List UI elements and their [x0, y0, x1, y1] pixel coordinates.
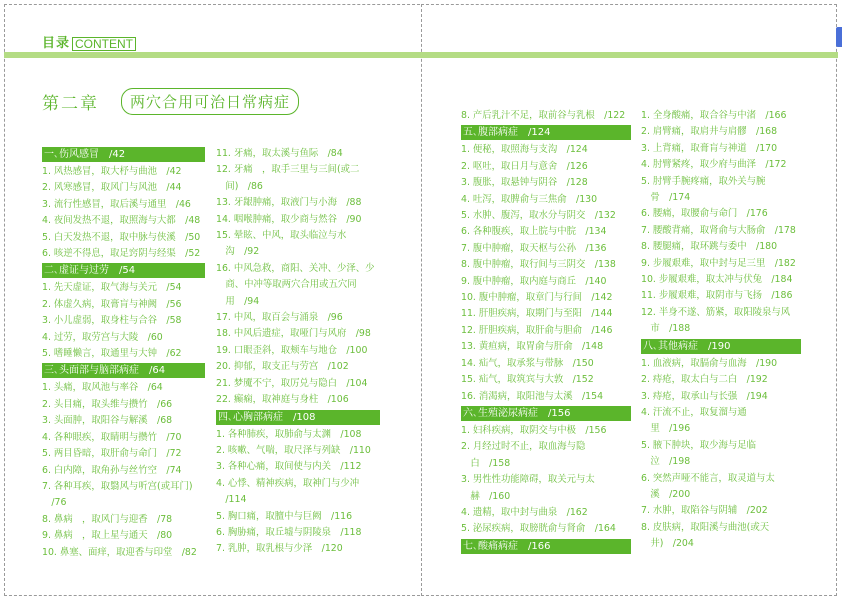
contents-heading [42, 37, 136, 51]
toc-entry: 18. 中风后遗症，取哑门与风府 /98 [216, 328, 371, 340]
toc-entry: 溪 /200 [641, 488, 691, 500]
toc-entry: 21. 梦魇不宁，取厉兑与隐白 /104 [216, 377, 368, 389]
toc-entry: 骨 /174 [641, 192, 691, 204]
toc-section-heading: 一､伤风感冒 /42 [42, 147, 205, 162]
toc-entry: 16. 消渴病，取阳池与太溪 /154 [461, 390, 604, 402]
toc-entry: 12. 牙痛 ，取手三里与三间(或二 [216, 164, 360, 176]
toc-column-3 [461, 108, 631, 556]
toc-column-4 [641, 108, 801, 553]
toc-entry: 6. 白内障，取角孙与丝竹空 /74 [42, 464, 182, 476]
toc-entry: 9. 腹中肿瘤，取内庭与商丘 /140 [461, 275, 607, 287]
toc-entry: 4. 遗精，取中封与曲泉 /162 [461, 506, 588, 518]
chapter-title: 两穴合用可治日常病症 [121, 88, 299, 115]
toc-entry: 6. 各种腹疾，取上脘与中脘 /134 [461, 226, 607, 238]
toc-entry: 11. 肝胆疾病，取期门与至阳 /144 [461, 308, 613, 320]
toc-entry: 5. 胸口痛，取膻中与巨阙 /116 [216, 510, 353, 522]
toc-entry: 2. 月经过时不止，取血海与隐 [461, 441, 586, 453]
toc-entry: 1. 全身酸痛，取合谷与中渚 /166 [641, 110, 787, 121]
toc-entry: 10. 腹中肿瘤，取章门与行间 /142 [461, 292, 613, 304]
toc-entry: 3. 各种心痛，取间使与内关 /112 [216, 461, 362, 473]
toc-entry: 5. 水肿、腹泻，取水分与阴交 /132 [461, 210, 616, 222]
toc-entry: 商、中冲等取两穴合用或五穴同 [216, 279, 357, 291]
toc-entry: 15. 疝气，取筑宾与大敦 /152 [461, 374, 594, 386]
toc-entry: 4. 过劳，取劳宫与大陵 /60 [42, 331, 163, 343]
toc-entry: /76 [42, 497, 67, 509]
toc-entry: 8. 鼻病 ，取风门与迎香 /78 [42, 513, 173, 525]
toc-entry: 市 /188 [641, 323, 691, 335]
toc-entry: 5. 白天发热不退，取中脉与侠溪 /50 [42, 231, 201, 243]
toc-column-1 [42, 146, 205, 561]
toc-entry: 19. 口眼歪斜，取颊车与地仓 /100 [216, 344, 368, 356]
toc-entry: 16. 中风急救，商阳、关冲、少泽、少 [216, 262, 375, 274]
toc-entry: 泣 /198 [641, 456, 691, 468]
toc-entry: 1. 便秘，取照海与支沟 /124 [461, 144, 588, 156]
toc-entry: 3. 小儿虚弱，取身柱与合谷 /58 [42, 315, 182, 327]
toc-entry: 5. 腋下肿块，取少海与足临 [641, 439, 757, 451]
chapter-number: 第二章 [42, 94, 99, 114]
toc-entry: 4. 肘臂紧疼，取少府与曲泽 /172 [641, 159, 787, 171]
toc-entry: 8. 腹中肿瘤，取行间与三阴交 /138 [461, 259, 616, 271]
toc-entry: 3. 男性性功能障碍，取关元与太 [461, 474, 595, 486]
toc-entry: 14. 咽喉肿痛，取少商与然谷 /90 [216, 213, 362, 225]
toc-entry: 2. 痔疮，取太白与二白 /192 [641, 374, 768, 386]
toc-entry: 2. 体虚久病，取膏肓与神阙 /56 [42, 298, 182, 310]
toc-entry: 17. 中风，取百会与涌泉 /96 [216, 312, 343, 324]
toc-entry: 20. 抑郁，取支正与劳宫 /102 [216, 361, 349, 373]
toc-entry: 8. 产后乳汁不足，取前谷与乳根 /122 [461, 110, 626, 121]
toc-entry: 11. 步履艰难，取阴市与飞扬 /186 [641, 290, 793, 302]
toc-entry: 4. 夜间发热不退，取照海与大都 /48 [42, 215, 201, 227]
toc-section-heading: 七､酸痛病症 /166 [461, 539, 631, 554]
toc-entry: 7. 腰酸背痛，取肾俞与大肠俞 /178 [641, 224, 796, 236]
toc-entry: 9. 步履艰难，取中封与足三里 /182 [641, 257, 796, 269]
toc-entry: 5. 嗜睡懒言，取通里与大钟 /62 [42, 348, 182, 360]
toc-entry: 5. 两目昏暗，取肝俞与命门 /72 [42, 448, 182, 460]
toc-entry: 2. 头目痛，取头维与攒竹 /66 [42, 398, 173, 410]
toc-entry: 6. 腰痛，取腰俞与命门 /176 [641, 208, 768, 220]
toc-entry: 5. 肘臂手腕疼痛，取外关与腕 [641, 175, 766, 187]
toc-entry: 2. 呕吐，取日月与意舍 /126 [461, 160, 588, 172]
toc-entry: 9. 鼻病 ，取上星与通天 /80 [42, 530, 173, 542]
contents-heading-en: CONTENT [72, 37, 136, 51]
toc-entry: 井) /204 [641, 538, 694, 550]
toc-entry: 3. 痔疮，取承山与长强 /194 [641, 390, 768, 402]
toc-entry: 1. 血液病，取膈俞与血海 /190 [641, 357, 778, 369]
toc-entry: 5. 泌尿疾病，取膀胱俞与肾俞 /164 [461, 523, 616, 535]
toc-entry: 6. 咳逆不得息，取足窍阴与经渠 /52 [42, 248, 201, 260]
toc-entry: 14. 疝气，取承浆与带脉 /150 [461, 357, 594, 369]
toc-entry: 13. 黄疸病，取胃俞与肝俞 /148 [461, 341, 604, 353]
toc-entry: 2. 风寒感冒，取风门与风池 /44 [42, 182, 182, 194]
toc-entry: 3. 上背痛，取膏肓与神道 /170 [641, 142, 778, 154]
toc-entry: 赫 /160 [461, 490, 511, 502]
toc-entry: 6. 突然声哑不能言，取灵道与太 [641, 472, 775, 484]
toc-entry: 12. 半身不遂、筋紧，取阳陵泉与风 [641, 306, 791, 318]
toc-entry: 4. 吐泻，取脾俞与三焦俞 /130 [461, 193, 598, 205]
toc-entry: 15. 晕眩、中风，取头临泣与水 [216, 230, 347, 242]
toc-entry: 2. 咳嗽、气喘，取尺泽与列缺 /110 [216, 444, 371, 456]
contents-heading-cn: 目录 [42, 36, 71, 51]
toc-entry: 3. 头面肿，取阳谷与解溪 /68 [42, 415, 173, 427]
toc-entry: 2. 肩臂痛，取肩井与肩髎 /168 [641, 126, 778, 138]
page-edge-tab [836, 27, 842, 47]
toc-section-heading: 六､生殖泌尿病症 /156 [461, 406, 631, 421]
toc-entry: 11. 牙痛，取太溪与鱼际 /84 [216, 148, 343, 159]
toc-entry: 4. 汗流不止，取复溜与通 [641, 406, 747, 418]
toc-entry: 1. 风热感冒，取大杼与曲池 /42 [42, 166, 182, 177]
toc-entry: 1. 各种肺疾，取肺俞与太渊 /108 [216, 428, 362, 440]
toc-column-2 [216, 146, 380, 558]
toc-entry: 4. 各种眼疾，取睛明与攒竹 /70 [42, 431, 182, 443]
toc-entry: 10. 步履艰难，取太冲与伏兔 /184 [641, 274, 793, 286]
toc-entry: 1. 妇科疾病，取阴交与中极 /156 [461, 424, 607, 436]
toc-entry: 1. 头痛，取风池与率谷 /64 [42, 382, 163, 394]
toc-entry: /114 [216, 494, 247, 506]
toc-entry: 用 /94 [216, 295, 260, 307]
toc-entry: 7. 乳肿，取乳根与少泽 /120 [216, 543, 343, 555]
toc-entry: 沟 /92 [216, 246, 260, 258]
toc-entry: 里 /196 [641, 423, 691, 435]
toc-section-heading: 三､头面部与脑部病症 /64 [42, 363, 205, 378]
toc-entry: 4. 心悸、精神疾病，取神门与少冲 [216, 477, 360, 489]
toc-entry: 1. 先天虚证，取气海与关元 /54 [42, 282, 182, 294]
toc-entry: 6. 胸胁痛，取丘墟与阴陵泉 /118 [216, 526, 362, 538]
toc-section-heading: 二､虚证与过劳 /54 [42, 263, 205, 278]
toc-entry: 12. 肝胆疾病，取肝俞与胆俞 /146 [461, 324, 613, 336]
toc-entry: 22. 癫痫，取神庭与身柱 /106 [216, 394, 349, 406]
toc-entry: 7. 腹中肿瘤，取天枢与公孙 /136 [461, 242, 607, 254]
toc-entry: 7. 水肿，取陷谷与阴辅 /202 [641, 505, 768, 517]
toc-entry: 10. 鼻塞、面痒，取迎香与印堂 /82 [42, 546, 197, 558]
toc-entry: 3. 流行性感冒，取后溪与通里 /46 [42, 198, 191, 210]
toc-entry: 间) /86 [216, 180, 263, 192]
header-rule [4, 52, 838, 58]
toc-entry: 8. 皮肤病，取阳溪与曲池(或天 [641, 521, 770, 533]
toc-section-heading: 五､腹部病症 /124 [461, 125, 631, 140]
toc-section-heading: 四､心胸部病症 /108 [216, 410, 380, 425]
toc-entry: 7. 各种耳疾，取翳风与听宫(或耳门) [42, 480, 193, 492]
toc-entry: 白 /158 [461, 457, 511, 469]
chapter-heading [42, 88, 299, 115]
toc-entry: 13. 牙龈肿痛，取液门与小海 /88 [216, 197, 362, 209]
toc-entry: 3. 腹胀，取悬钟与阴谷 /128 [461, 177, 588, 189]
toc-section-heading: 八､其他病症 /190 [641, 339, 801, 354]
toc-entry: 8. 腰腿痛，取环跳与委中 /180 [641, 241, 778, 253]
